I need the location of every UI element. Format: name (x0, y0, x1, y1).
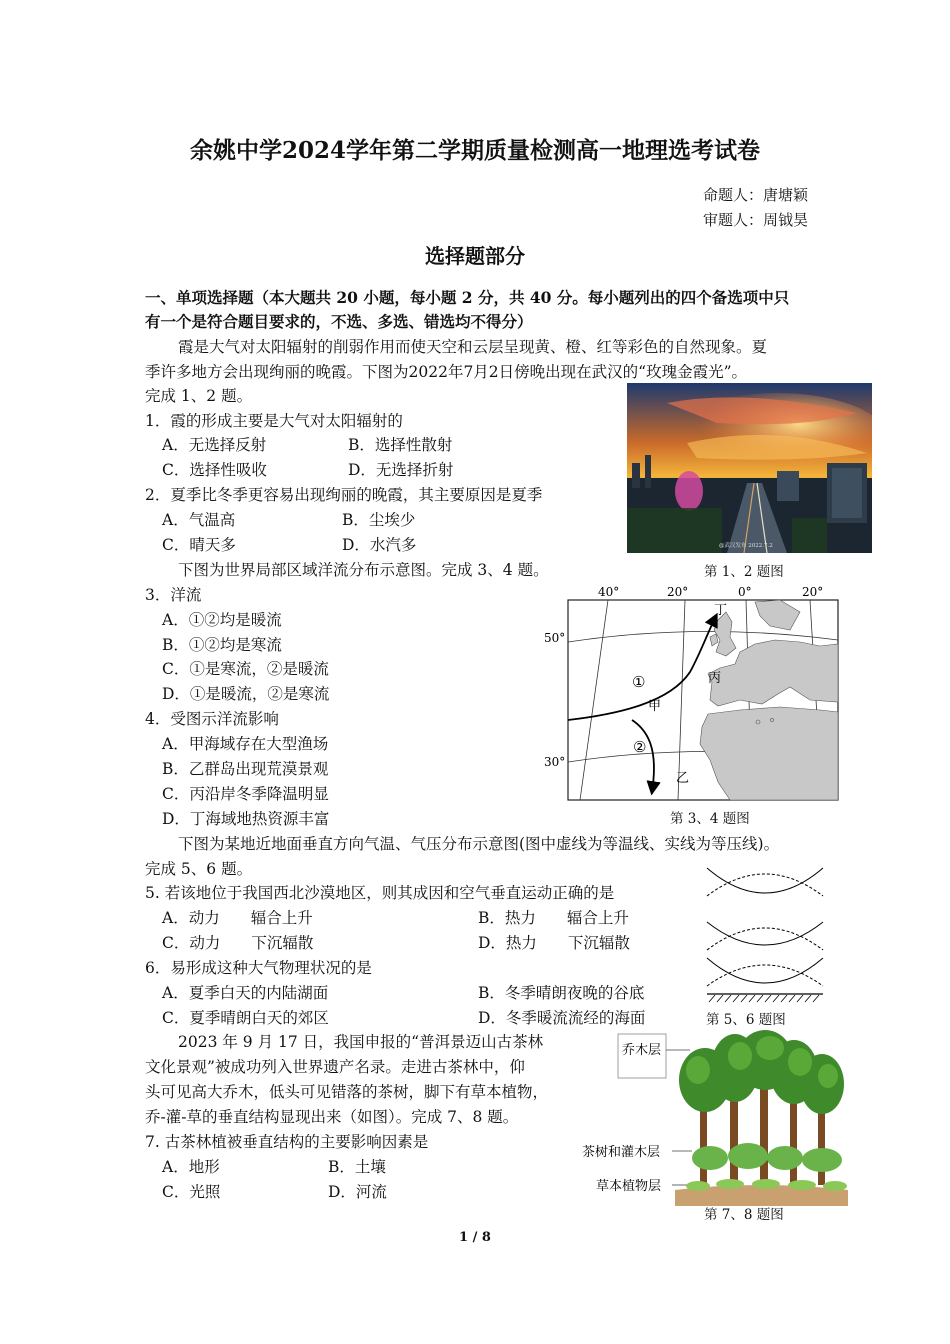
q2-option-c[interactable]: C．晴天多 (162, 536, 236, 554)
q4-option-a[interactable]: A．甲海域存在大型渔场 (162, 735, 329, 753)
q7-stem: 7. 古茶林植被垂直结构的主要影响因素是 (145, 1133, 429, 1151)
instructions-line2: 有一个是符合题目要求的，不选、多选、错选均不得分） (145, 312, 533, 331)
q4-option-b[interactable]: B．乙群岛出现荒漠景观 (162, 760, 329, 778)
q3-option-c[interactable]: C．①是寒流，②是暖流 (162, 660, 329, 678)
intro-a-line3: 完成 1、2 题。 (145, 387, 253, 405)
map-lon-20e: 20° (802, 585, 824, 599)
photo-watermark: @武汉发布 2022.7.2 (719, 543, 773, 549)
q1-option-a[interactable]: A．无选择反射 (162, 436, 267, 454)
intro-a-line2: 季许多地方会出现绚丽的晚霞。下图为2022年7月2日傍晚出现在武汉的“玫瑰金霞光”。 (145, 363, 748, 381)
intro-c-line1: 下图为某地近地面垂直方向气温、气压分布示意图(图中虚线为等温线、实线为等压线)。 (178, 835, 780, 853)
map-lat-30: 30° (544, 755, 566, 769)
q1-option-c[interactable]: C．选择性吸收 (162, 461, 267, 479)
isobar-diagram (705, 858, 825, 1006)
ocean-current-map (540, 582, 840, 802)
forest-label-herb: 草本植物层 (596, 1179, 662, 1194)
map-lat-50: 50° (544, 631, 566, 645)
q6-option-c[interactable]: C．夏季晴朗白天的郊区 (162, 1009, 329, 1027)
map-label-ding: 丁 (714, 603, 728, 618)
q7-option-c[interactable]: C．光照 (162, 1183, 221, 1201)
q1-stem: 1．霞的形成主要是大气对太阳辐射的 (145, 412, 403, 430)
q5-option-b[interactable]: B．热力 辐合上升 (478, 909, 629, 927)
forest-caption: 第 7、8 题图 (704, 1207, 784, 1223)
intro-b: 下图为世界局部区域洋流分布示意图。完成 3、4 题。 (178, 561, 549, 579)
map-lon-0: 0° (738, 585, 752, 599)
q1-option-b[interactable]: B．选择性散射 (348, 436, 453, 454)
sunset-photo (627, 383, 872, 553)
intro-c-line2: 完成 5、6 题。 (145, 860, 253, 878)
q2-option-a[interactable]: A．气温高 (162, 511, 236, 529)
section-heading: 选择题部分 (425, 244, 525, 268)
page-title: 余姚中学2024学年第二学期质量检测高一地理选考试卷 (189, 137, 760, 164)
map-label-jia: 甲 (648, 699, 662, 714)
reviewer: 审题人：周钺昊 (702, 211, 808, 229)
q7-option-d[interactable]: D．河流 (328, 1183, 387, 1201)
q5-option-a[interactable]: A．动力 辐合上升 (162, 909, 313, 927)
q7-option-a[interactable]: A．地形 (162, 1158, 220, 1176)
q3-option-a[interactable]: A．①②均是暖流 (162, 611, 282, 629)
map-label-yi: 乙 (676, 771, 690, 786)
q2-option-d[interactable]: D．水汽多 (342, 536, 417, 554)
photo-caption: 第 1、2 题图 (704, 564, 784, 580)
map-current-1: ① (632, 673, 646, 691)
map-label-bing: 丙 (708, 671, 722, 686)
map-lon-40w: 40° (598, 585, 620, 599)
q7-option-b[interactable]: B．土壤 (328, 1158, 386, 1176)
author: 命题人：唐塘颖 (702, 186, 808, 204)
forest-label-tree: 乔木层 (622, 1043, 662, 1058)
map-lon-20w: 20° (667, 585, 689, 599)
map-current-2: ② (633, 738, 647, 756)
q5-option-d[interactable]: D．热力 下沉辐散 (478, 934, 630, 952)
q2-stem: 2．夏季比冬季更容易出现绚丽的晚霞，其主要原因是夏季 (145, 486, 543, 504)
intro-d-line1: 2023 年 9 月 17 日，我国申报的“普洱景迈山古茶林 (178, 1033, 544, 1051)
q6-option-d[interactable]: D．冬季暖流流经的海面 (478, 1009, 646, 1027)
isobar-caption: 第 5、6 题图 (706, 1012, 786, 1028)
q4-option-d[interactable]: D．丁海域地热资源丰富 (162, 810, 330, 828)
q3-option-d[interactable]: D．①是暖流，②是寒流 (162, 685, 330, 703)
q6-option-b[interactable]: B．冬季晴朗夜晚的谷底 (478, 984, 645, 1002)
q5-option-c[interactable]: C．动力 下沉辐散 (162, 934, 314, 952)
forest-label-shrub: 茶树和灌木层 (582, 1145, 661, 1160)
page-number: 1 / 8 (459, 1230, 491, 1245)
q3-option-b[interactable]: B．①②均是寒流 (162, 636, 282, 654)
q6-option-a[interactable]: A．夏季白天的内陆湖面 (162, 984, 329, 1002)
q2-option-b[interactable]: B．尘埃少 (342, 511, 416, 529)
map-caption: 第 3、4 题图 (670, 811, 750, 827)
q4-option-c[interactable]: C．丙沿岸冬季降温明显 (162, 785, 329, 803)
intro-d-line3: 头可见高大乔木，低头可见错落的茶树，脚下有草本植物， (145, 1083, 549, 1101)
q4-stem: 4．受图示洋流影响 (145, 710, 279, 728)
q5-stem: 5. 若该地位于我国西北沙漠地区，则其成因和空气垂直运动正确的是 (145, 884, 615, 902)
intro-d-line2: 文化景观”被成功列入世界遗产名录。走进古茶林中，仰 (145, 1058, 525, 1076)
instructions-line1: 一、单项选择题（本大题共 20 小题，每小题 2 分，共 40 分。每小题列出的四个备选项中只 (145, 288, 790, 307)
q3-stem: 3．洋流 (145, 586, 202, 604)
intro-a-line1: 霞是大气对太阳辐射的削弱作用而使天空和云层呈现黄、橙、红等彩色的自然现象。夏 (178, 338, 768, 356)
q1-option-d[interactable]: D．无选择折射 (348, 461, 454, 479)
intro-d-line4: 乔-灌-草的垂直结构显现出来（如图）。完成 7、8 题。 (145, 1108, 519, 1126)
forest-layers-diagram (580, 1030, 850, 1206)
q6-stem: 6．易形成这种大气物理状况的是 (145, 959, 372, 977)
